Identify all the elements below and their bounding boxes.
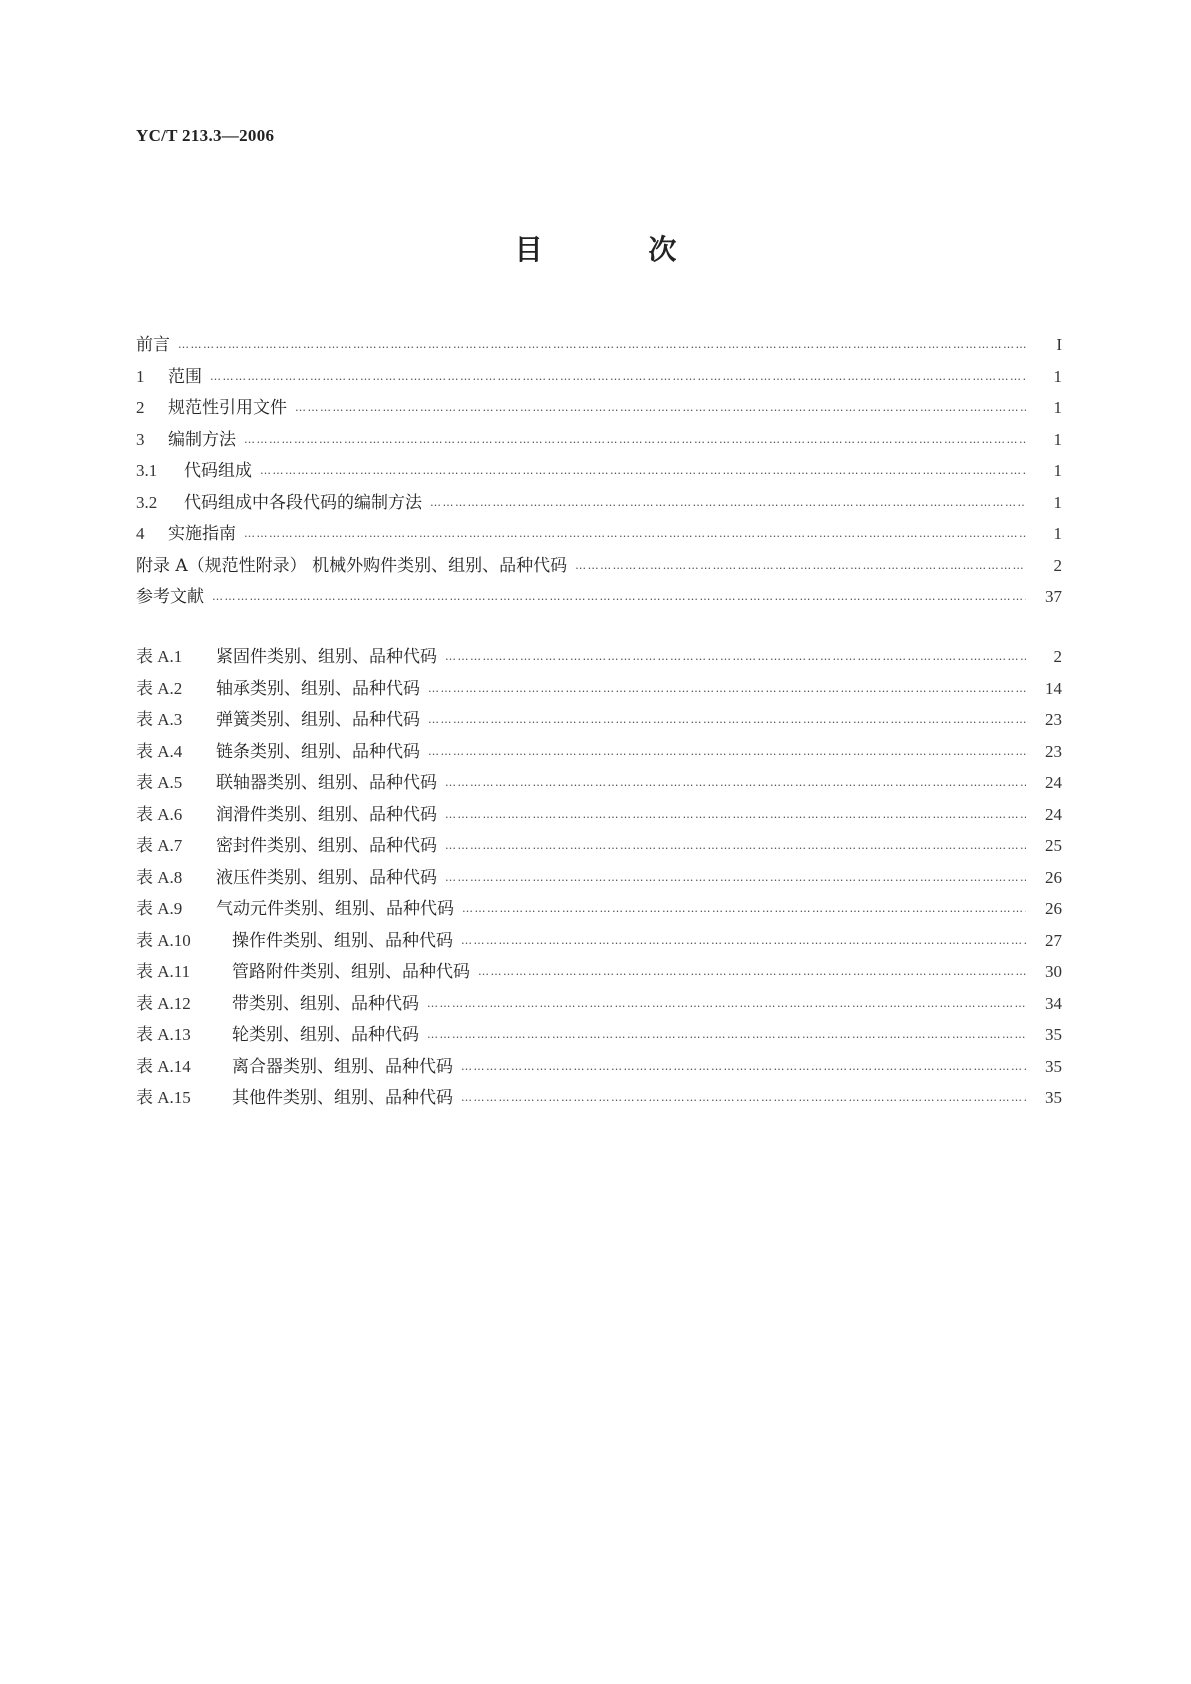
toc-page-number: 30 — [1045, 962, 1062, 981]
dot-leader — [212, 588, 1026, 605]
toc-page-number: 23 — [1045, 710, 1062, 729]
toc-entry-table-a5[interactable] — [136, 768, 1062, 800]
dot-leader — [427, 1026, 1026, 1043]
toc-page-number: 26 — [1045, 867, 1062, 887]
toc-tables-list — [136, 642, 1062, 1115]
toc-page-number: 14 — [1045, 678, 1062, 698]
toc-entry-label: 表 A.7 密封件类别、组别、品种代码 — [136, 831, 445, 856]
toc-page-number: 37 — [1045, 587, 1062, 606]
toc-table-number: 表 A.1 — [136, 647, 183, 666]
toc-page-number: 2 — [1053, 555, 1062, 575]
toc-entry-label: 表 A.11 管路附件类别、组别、品种代码 — [136, 957, 478, 982]
toc-entry-label: 3 编制方法 — [136, 429, 236, 450]
toc-table-number: 表 A.13 — [136, 1025, 191, 1044]
toc-table-number: 表 A.10 — [136, 930, 191, 950]
toc-entry-table-a2[interactable] — [136, 674, 1062, 706]
toc-entry-label: 表 A.1 紧固件类别、组别、品种代码 — [136, 642, 445, 667]
toc-entry-scope[interactable] — [136, 362, 1062, 394]
dot-leader — [461, 1089, 1026, 1106]
dot-leader — [244, 431, 1026, 448]
dot-leader — [445, 837, 1026, 854]
toc-page-number: 27 — [1045, 930, 1062, 950]
toc-section-number: 4 — [136, 524, 145, 543]
dot-leader — [428, 680, 1026, 697]
toc-entry-table-a12[interactable] — [136, 989, 1062, 1021]
toc-table-number: 表 A.11 — [136, 962, 191, 981]
toc-entry-label: 2 规范性引用文件 — [136, 398, 287, 418]
toc-table-number: 表 A.8 — [136, 867, 183, 887]
dot-leader — [462, 900, 1026, 917]
toc-entry-label: 4 实施指南 — [136, 524, 236, 544]
toc-entry-bibliography[interactable] — [136, 582, 1062, 614]
dot-leader — [210, 368, 1026, 385]
toc-entry-table-a11[interactable] — [136, 957, 1062, 989]
toc-entry-table-a4[interactable] — [136, 737, 1062, 769]
dot-leader — [427, 995, 1026, 1012]
document-code: YC/T 213.3—2006 — [136, 126, 275, 145]
dot-leader — [178, 336, 1026, 353]
toc-table-number: 表 A.14 — [136, 1056, 191, 1076]
toc-section-number: 3.1 — [136, 461, 158, 480]
toc-entry-label: 3.2 代码组成中各段代码的编制方法 — [136, 492, 422, 513]
dot-leader — [244, 525, 1026, 542]
dot-leader — [445, 648, 1026, 665]
toc-section-number: 1 — [136, 366, 145, 386]
toc-entry-label: 3.1 代码组成 — [136, 461, 252, 481]
toc-entry-label: 参考文献 — [136, 587, 204, 607]
toc-table-number: 表 A.3 — [136, 710, 183, 729]
toc-page-number: 1 — [1053, 492, 1062, 512]
toc-page-number: 35 — [1045, 1056, 1062, 1076]
toc-page-number: 23 — [1045, 741, 1062, 761]
toc-table-number: 表 A.9 — [136, 899, 183, 918]
toc-entry-foreword[interactable] — [136, 330, 1062, 362]
toc-entry-label: 表 A.10 操作件类别、组别、品种代码 — [136, 926, 461, 951]
toc-page-number: 1 — [1053, 429, 1062, 449]
toc-page-number: 24 — [1045, 804, 1062, 824]
toc-entry-label: 表 A.3 弹簧类别、组别、品种代码 — [136, 705, 428, 730]
toc-page-number: 1 — [1053, 366, 1062, 386]
toc-entry-label: 表 A.13 轮类别、组别、品种代码 — [136, 1020, 427, 1045]
toc-table-number: 表 A.15 — [136, 1088, 191, 1107]
toc-table-number: 表 A.4 — [136, 741, 183, 761]
toc-table-number: 表 A.6 — [136, 804, 183, 824]
toc-entry-table-a6[interactable] — [136, 800, 1062, 832]
toc-page-number: I — [1056, 335, 1062, 354]
toc-table-number: 表 A.5 — [136, 773, 183, 792]
toc-page-number: 26 — [1045, 899, 1062, 918]
dot-leader — [428, 743, 1026, 760]
toc-entry-label: 表 A.12 带类别、组别、品种代码 — [136, 989, 427, 1014]
toc-title: 目 次 — [514, 233, 725, 266]
toc-entry-table-a1[interactable] — [136, 642, 1062, 674]
toc-entry-table-a13[interactable] — [136, 1020, 1062, 1052]
dot-leader — [295, 399, 1026, 416]
toc-entry-label: 表 A.8 液压件类别、组别、品种代码 — [136, 863, 445, 888]
toc-page-number: 1 — [1053, 398, 1062, 417]
toc-entry-table-a15[interactable] — [136, 1083, 1062, 1115]
dot-leader — [430, 494, 1026, 511]
toc-table-number: 表 A.12 — [136, 993, 191, 1013]
toc-section-number: 3 — [136, 429, 145, 449]
toc-section-number: 3.2 — [136, 492, 158, 512]
toc-main-list — [136, 330, 1062, 614]
toc-entry-normative-references[interactable] — [136, 393, 1062, 425]
toc-entry-table-a8[interactable] — [136, 863, 1062, 895]
dot-leader — [445, 774, 1026, 791]
toc-entry-compilation-method[interactable] — [136, 425, 1062, 457]
toc-entry-label: 表 A.15 其他件类别、组别、品种代码 — [136, 1083, 461, 1108]
dot-leader — [428, 711, 1026, 728]
toc-page-number: 35 — [1045, 1025, 1062, 1044]
toc-page-number: 2 — [1053, 647, 1062, 666]
toc-entry-label: 表 A.4 链条类别、组别、品种代码 — [136, 737, 428, 762]
toc-section-number: 2 — [136, 398, 145, 417]
toc-table-number: 表 A.7 — [136, 836, 183, 855]
dot-leader — [575, 557, 1026, 574]
dot-leader — [461, 1058, 1026, 1075]
toc-page-number: 24 — [1045, 773, 1062, 792]
toc-entry-label: 表 A.2 轴承类别、组别、品种代码 — [136, 674, 428, 699]
dot-leader — [445, 869, 1026, 886]
dot-leader — [478, 963, 1026, 980]
toc-entry-label: 1 范围 — [136, 366, 202, 387]
toc-entry-label: 前言 — [136, 335, 170, 355]
toc-entry-table-a3[interactable] — [136, 705, 1062, 737]
toc-entry-label: 附录 A（规范性附录） 机械外购件类别、组别、品种代码 — [136, 555, 568, 576]
toc-page-number: 34 — [1045, 993, 1062, 1013]
toc-entry-segment-code-method[interactable] — [136, 488, 1062, 520]
toc-page-number: 1 — [1053, 524, 1062, 543]
dot-leader — [445, 806, 1026, 823]
toc-entry-table-a7[interactable] — [136, 831, 1062, 863]
toc-entry-table-a10[interactable] — [136, 926, 1062, 958]
dot-leader — [461, 932, 1026, 949]
toc-entry-code-composition[interactable] — [136, 456, 1062, 488]
toc-entry-table-a9[interactable] — [136, 894, 1062, 926]
toc-entry-label: 表 A.14 离合器类别、组别、品种代码 — [136, 1052, 461, 1077]
toc-entry-table-a14[interactable] — [136, 1052, 1062, 1084]
toc-entry-label: 表 A.9 气动元件类别、组别、品种代码 — [136, 894, 462, 919]
toc-page-number: 1 — [1053, 461, 1062, 480]
dot-leader — [260, 462, 1026, 479]
toc-page-number: 35 — [1045, 1088, 1062, 1107]
toc-page-number: 25 — [1045, 836, 1062, 855]
toc-entry-label: 表 A.5 联轴器类别、组别、品种代码 — [136, 768, 445, 793]
toc-entry-label: 表 A.6 润滑件类别、组别、品种代码 — [136, 800, 445, 825]
toc-entry-implementation-guide[interactable] — [136, 519, 1062, 551]
toc-table-number: 表 A.2 — [136, 678, 183, 698]
toc-entry-annex-a[interactable] — [136, 551, 1062, 583]
